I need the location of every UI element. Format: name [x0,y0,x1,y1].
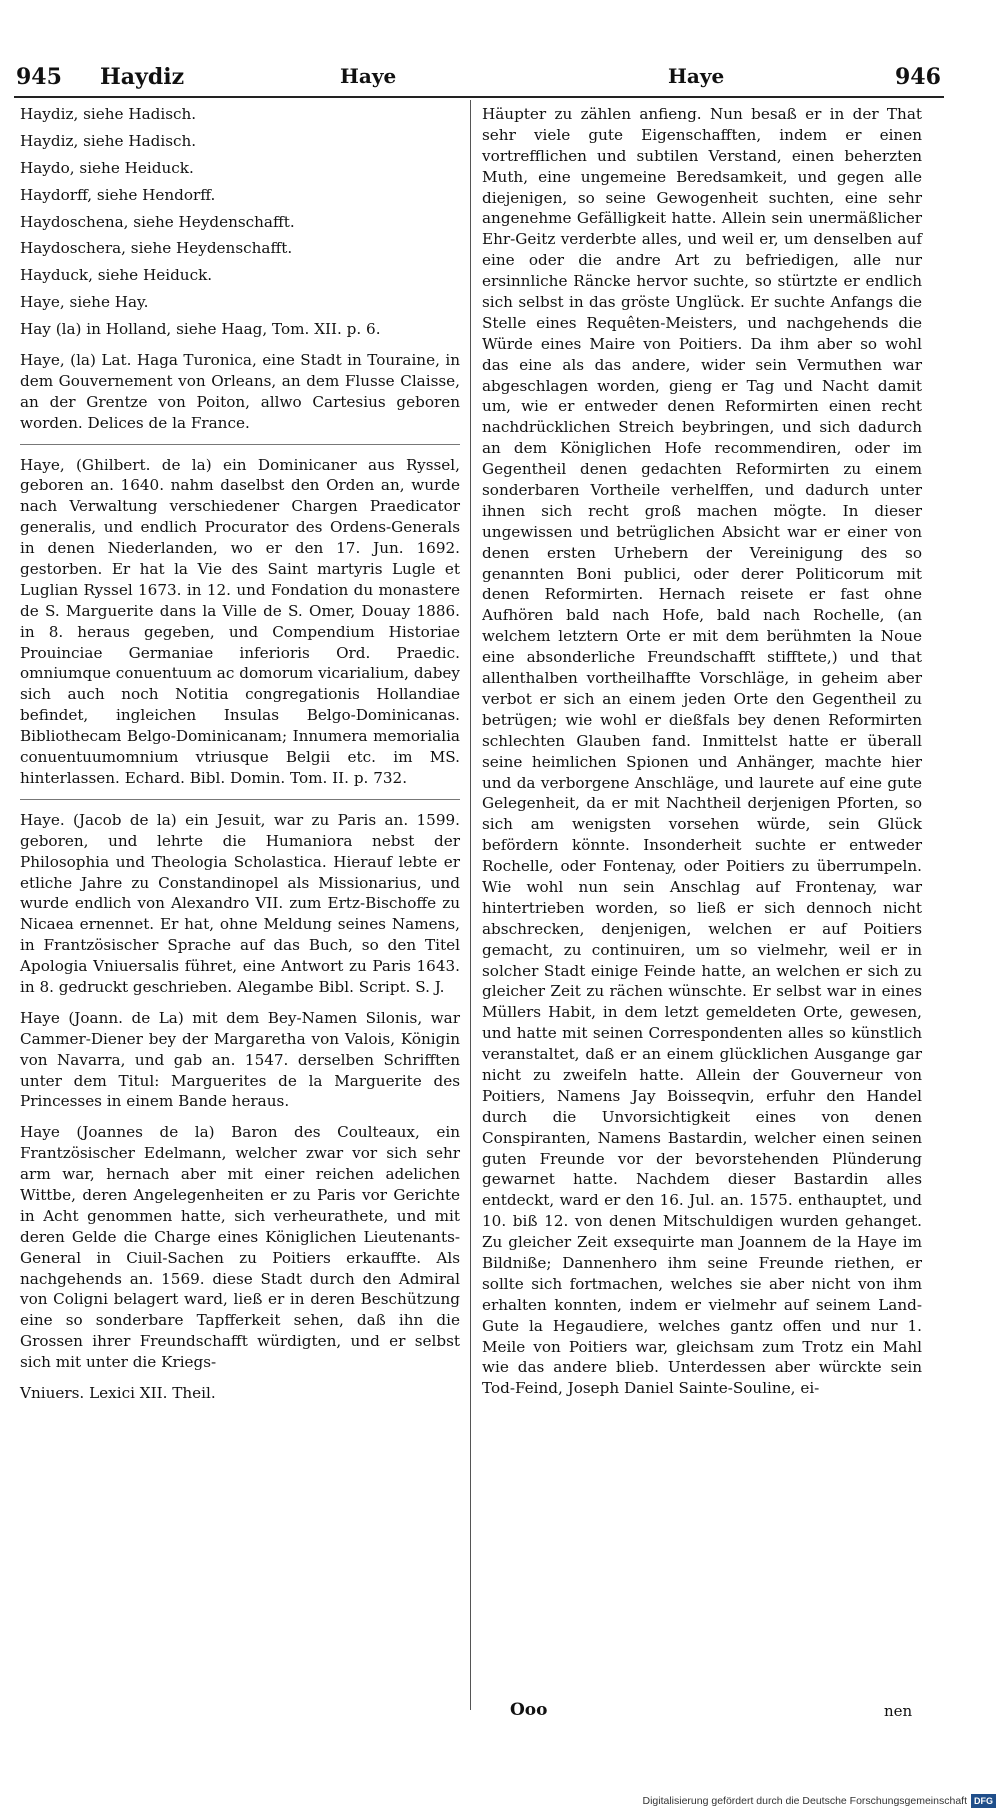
entry-separator [20,444,460,445]
entry: Haye, (Ghilbert. de la) ein Dominicaner aus Ryssel, geboren an. 1640. nahm daselbst den Orden an, wurde nach Verwaltung verschiedener Chargen Praedicator generalis, und endlich Procurator des Ordens-Generals in denen Niederlanden, wo er den 17. Jun. 1692. gestorben. Er hat la Vie des Saint martyris Lugle et Luglian Ryssel 1673. in 12. und Fondation du monastere de S. Marguerite dans la Ville de S. Omer, Douay 1886. in 8. heraus gegeben, und Compendium Historiae Prouinciae Germaniae inferioris Ord. Praedic. omniumque conuentuum ac domorum vicarialium, dabey sich auch noch Notitia congregationis Hollandiae befindet, ingleichen Insulas Belgo-Dominicanas. Bibliothecam Belgo-Dominicanam; Innumera memorialia conuentuumomnium vtriusque Belgii etc. im MS. hinterlassen. Echard. Bibl. Domin. Tom. II. p. 732. [20,455,460,787]
entry: Haydiz, siehe Hadisch. [20,105,197,123]
volume-footer: Vniuers. Lexici XII. Theil. [20,1383,216,1402]
digitization-credit [642,1792,996,1810]
entry: Haydoschena, siehe Heydenschafft. [20,212,295,231]
right-column [482,104,922,1409]
page-number-left: 945 [16,64,62,90]
dfg-logo: DFG [971,1794,996,1808]
catchword: nen [884,1702,913,1720]
entry: Hay (la) in Holland, siehe Haag, Tom. XII. p. 6. [20,320,381,339]
credit-text: Digitalisierung gefördert durch die Deutsche Forschungsgemeinschaft [642,1795,967,1807]
entry: Haye. (Jacob de la) ein Jesuit, war zu Paris an. 1599. geboren, und lehrte die Humaniora nebst der Philosophia und Theologia Scholastica. Hierauf lebte er etliche Jahre zu Constandinopel als Missionarius, und wurde endlich von Alexandro VII. zum Ertz-Bischoffe zu Nicaea ernennet. Er hat, ohne Meldung seines Namens, in Frantzösischer Sprache auf das Buch, so den Titel Apologia Vniuersalis führet, eine Antwort zu Paris 1643. in 8. gedruckt geschrieben. Alegambe Bibl. Script. S. J. [20,810,460,996]
column-divider [470,100,471,1710]
running-head-left: Haydiz [100,64,185,90]
entry-separator [20,799,460,800]
page-header [0,54,1000,94]
continued-entry: Häupter zu zählen anfieng. Nun besaß er in der That sehr viele gute Eigenschafften, indem er einen vortrefflichen und subtilen Verstand, einen beherzten Muth, eine ungemeine Beredsamkeit, und gegen alle diejenigen, so seine Gewogenheit suchten, eine sehr angenehme Gefälligkeit hatte. Allein sein unermäßlicher Ehr-Geitz verderbte alles, und weil er, um denselben auf eine oder die andre Art zu befriedigen, alle nur ersinnliche Räncke hervor suchte, so stürtzte er endlich sich selbst in das gröste Unglück. Er suchte Anfangs die Stelle eines Requêten-Meisters, und nachgehends die Würde eines Maire von Poitiers. Da ihm aber so wohl das eine als das andere, wider sein Vermuthen war abgeschlagen worden, gieng er Tag und Nacht damit um, wie er entweder denen Reformirten einen recht nachdrücklichen Streich beybringen, und sich dadurch an dem Königlichen Hofe recommendiren, oder im Gegentheil denen gedachten Reformirten zu einem sonderbaren Vortheile verhelffen, und dadurch unter ihnen sich recht groß machen mögte. In dieser ungewissen und betrüglichen Absicht war er einer von denen ersten Urhebern der Vereinigung des so genannten Boni publici, oder derer Politicorum mit denen Reformirten. Hernach reisete er fast ohne Aufhören bald nach Hofe, bald nach Rochelle, (an welchem letztern Orte er mit dem berühmten la Noue eine absonderliche Freundschafft stifftete,) und that allenthalben vortheilhaffte Vorschläge, in geheim aber verbot er sich an einem jeden Orte den Gegentheil zu betrügen; wie wohl er dießfals bey denen Reformirten schlechten Glauben fand. Inmittelst hatte er überall seine heimlichen Spionen und Anhänger, machte hier und da verborgene Anschläge, und laurete auf eine gute Gelegenheit, da er mit Nachtheil derjenigen Pforten, so sich am wenigsten vorsehen würde, sein Glück befördern könnte. Insonderheit suchte er entweder Rochelle, oder Fontenay, oder Poitiers zu überrumpeln. Wie wohl nun sein Anschlag auf Frontenay, war hintertrieben worden, so ließ er sich dennoch nicht abschrecken, denjenigen, welchen er auf Poitiers gemacht, zu continuiren, um so vielmehr, weil er in solcher Stadt einige Feinde hatte, an welchen er sich zu gleicher Zeit zu rächen wünschte. Er selbst war in eines Müllers Habit, in dem letzt gemeldeten Orte, gewesen, und hatte mit seinen Correspondenten alles so künstlich veranstaltet, daß er an einem glücklichen Ausgange gar nicht zu zweifeln hatte. Allein der Gouverneur von Poitiers, Namens Jay Boisseqvin, erfuhr den Handel durch die Unvorsichtigkeit eines von denen Conspiranten, Namens Bastardin, welcher einen seinen guten Freunde vor der bevorstehenden Plünderung gewarnet hatte. Nachdem dieser Bastardin alles entdeckt, ward er den 16. Jul. an. 1575. enthauptet, und 10. biß 12. von denen Mitschuldigen wurden gehanget. Zu gleicher Zeit exsequirte man Joannem de la Haye im Bildniße; Dannenhero ihm seine Freunde riethen, er sollte sich fortmachen, welches sie aber nicht von ihm erhalten konnten, indem er vielmehr auf seinem Land-Gute la Hegaudiere, welches gantz offen und nur 1. Meile von Poitiers war, gleichsam zum Trotz ein Mahl wie das andere blieb. Unterdessen aber würckte sein Tod-Feind, Joseph Daniel Sainte-Souline, ei- [482,105,922,1398]
page-number-right: 946 [895,64,941,90]
entry: Haye, siehe Hay. [20,293,149,312]
entry: Hayduck, siehe Heiduck. [20,266,213,285]
entry: Haydorff, siehe Hendorff. [20,185,216,204]
entry: Haye (Joann. de La) mit dem Bey-Namen Silonis, war Cammer-Diener bey der Margaretha von Valois, Königin von Navarra, und gab an. 1547. derselben Schrifften unter dem Titul: Marguerites de la Marguerite des Princesses in einem Bande heraus. [20,1008,460,1111]
entry: Haye (Joannes de la) Baron des Coulteaux, ein Frantzösischer Edelmann, welcher zwar vor sich sehr arm war, hernach aber mit einer reichen adelichen Wittbe, deren Angelegenheiten er zu Paris vor Gerichte in Acht genommen hatte, sich verheurathete, und mit deren Gelde die Charge eines Königlichen Lieutenants-General in Ciuil-Sachen zu Poitiers erkauffte. Als nachgehends an. 1569. diese Stadt durch den Admiral von Coligni belagert ward, ließ er in deren Beschützung eine so sonderbare Tapfferkeit sehen, daß ihn die Grossen ihrer Freundschafft würdigten, und er selbst sich mit unter die Kriegs- [20,1123,460,1372]
entry: Haydoschera, siehe Heydenschafft. [20,239,293,258]
entry: Haye, (la) Lat. Haga Turonica, eine Stadt in Touraine, in dem Gouvernement von Orleans, an dem Flusse Claisse, an der Grentze von Poiton, allwo Cartesius geboren worden. Delices de la France. [20,351,460,432]
entry: Haydiz, siehe Hadisch. [20,131,197,150]
column-head-right: Haye [668,64,725,88]
header-rule [14,96,944,98]
left-column [20,104,460,1404]
signature-mark: Ooo [510,1700,548,1720]
column-head-left: Haye [340,64,397,88]
entry: Haydo, siehe Heiduck. [20,158,194,177]
